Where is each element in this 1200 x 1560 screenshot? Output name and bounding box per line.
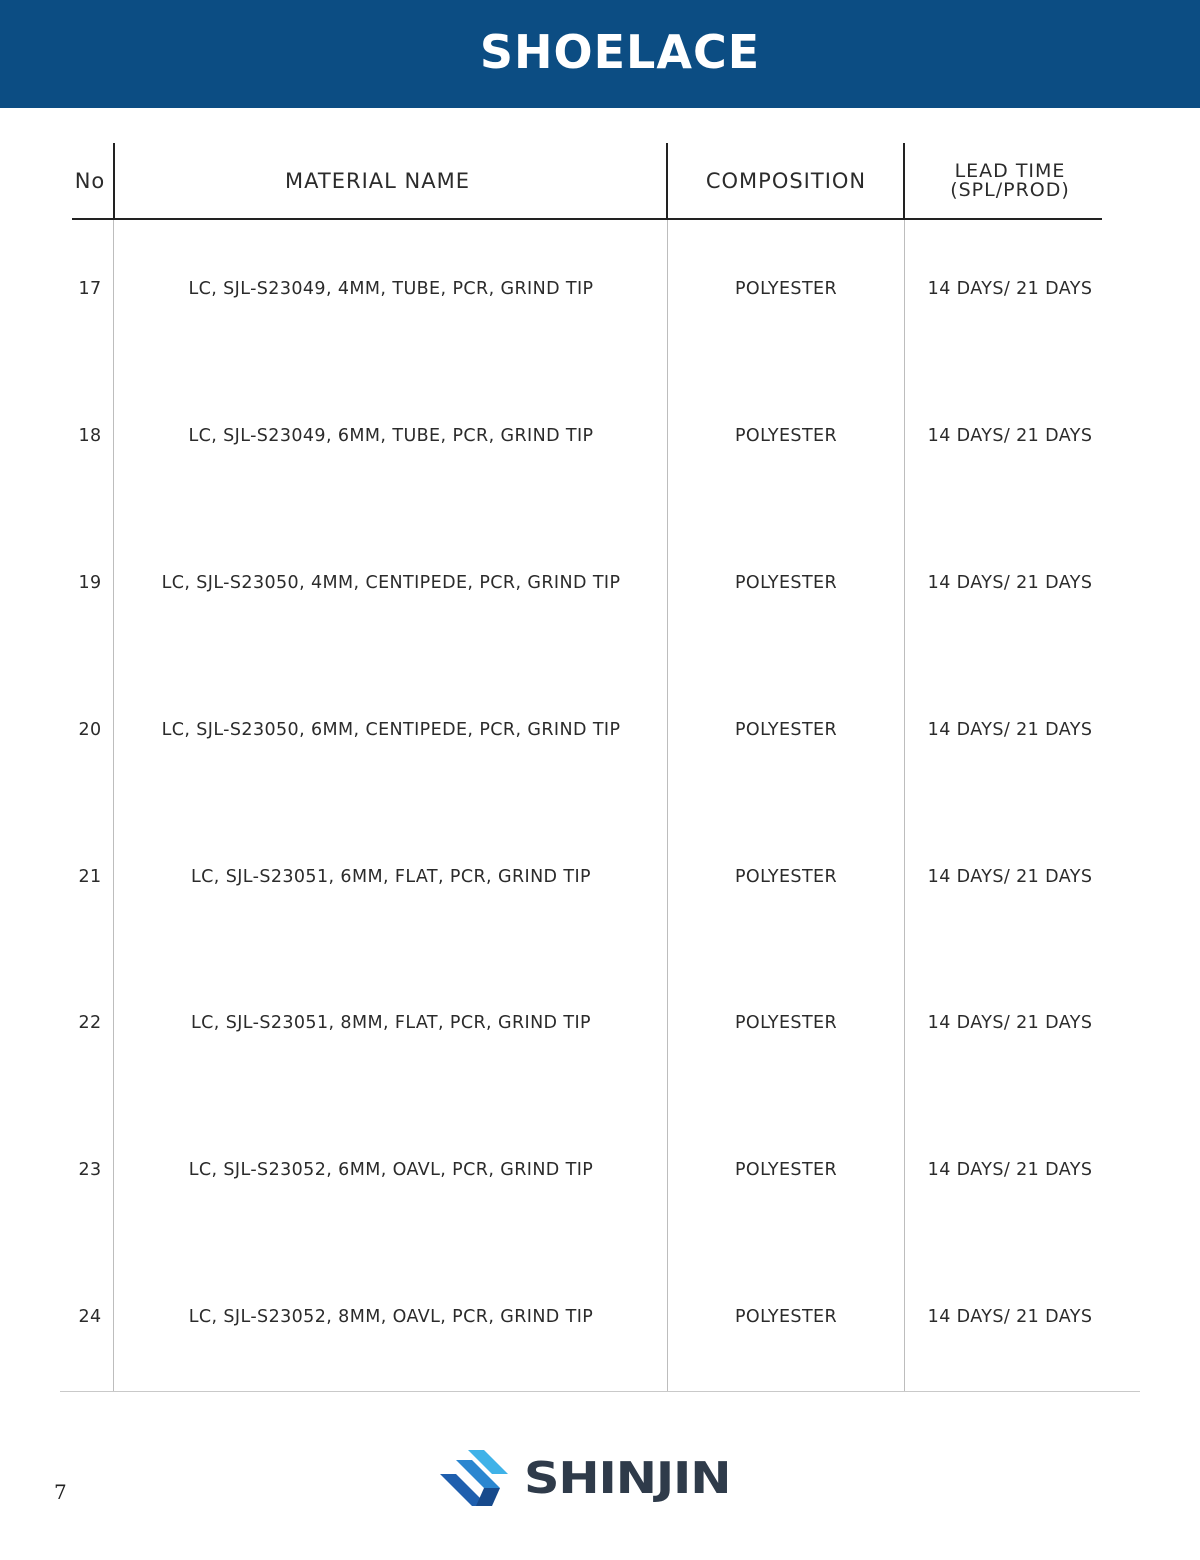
column-divider [113, 220, 114, 1392]
material-name: LC, SJL-S23049, 6MM, TUBE, PCR, GRIND TIP [188, 426, 594, 446]
material-name: LC, SJL-S23050, 4MM, CENTIPEDE, PCR, GRIND TIP [161, 573, 621, 593]
table-row [0, 857, 1200, 897]
shinjin-logo-icon [438, 1448, 518, 1510]
composition: POLYESTER [734, 573, 838, 593]
composition: POLYESTER [734, 1160, 838, 1180]
lead-time-sublabel: (SPL/PROD) [950, 178, 1070, 201]
material-name: LC, SJL-S23052, 8MM, OAVL, PCR, GRIND TIP [188, 1307, 594, 1327]
row-number: 20 [78, 720, 102, 740]
row-number: 22 [78, 1013, 102, 1033]
lead-time: 14 DAYS/ 21 DAYS [927, 573, 1093, 593]
lead-time: 14 DAYS/ 21 DAYS [927, 1160, 1093, 1180]
column-divider [904, 220, 905, 1392]
row-number: 18 [78, 426, 102, 446]
row-number: 17 [78, 279, 102, 299]
material-name: LC, SJL-S23052, 6MM, OAVL, PCR, GRIND TIP [188, 1160, 594, 1180]
table-row [0, 416, 1200, 456]
composition: POLYESTER [734, 426, 838, 446]
composition: POLYESTER [734, 1307, 838, 1327]
lead-time: 14 DAYS/ 21 DAYS [927, 1013, 1093, 1033]
table-row [0, 563, 1200, 603]
header-rule [72, 218, 1102, 220]
column-header-lead-time [905, 143, 1115, 218]
column-header-composition: COMPOSITION [705, 168, 867, 193]
logo-wordmark: SHINJIN [524, 1453, 731, 1504]
table-row [0, 710, 1200, 750]
lead-time: 14 DAYS/ 21 DAYS [927, 867, 1093, 887]
material-name: LC, SJL-S23051, 6MM, FLAT, PCR, GRIND TIP [191, 867, 591, 887]
composition: POLYESTER [734, 1013, 838, 1033]
row-number: 23 [78, 1160, 102, 1180]
composition: POLYESTER [734, 720, 838, 740]
table-row [0, 1297, 1200, 1337]
column-divider [667, 220, 668, 1392]
material-name: LC, SJL-S23050, 6MM, CENTIPEDE, PCR, GRIND TIP [161, 720, 621, 740]
composition: POLYESTER [734, 279, 838, 299]
column-divider [113, 143, 115, 220]
lead-time: 14 DAYS/ 21 DAYS [927, 720, 1093, 740]
page-title: SHOELACE [479, 25, 761, 79]
table-bottom-rule [60, 1391, 1140, 1392]
table-row [0, 1003, 1200, 1043]
lead-time: 14 DAYS/ 21 DAYS [927, 279, 1093, 299]
column-header-material-name: MATERIAL NAME [285, 168, 470, 193]
table-row [0, 269, 1200, 309]
company-logo [438, 1448, 748, 1510]
material-name: LC, SJL-S23049, 4MM, TUBE, PCR, GRIND TIP [188, 279, 594, 299]
lead-time-label: LEAD TIME [954, 159, 1066, 182]
row-number: 21 [78, 867, 102, 887]
row-number: 24 [78, 1307, 102, 1327]
table-row [0, 1150, 1200, 1190]
composition: POLYESTER [734, 867, 838, 887]
page-number: 7 [54, 1480, 67, 1504]
row-number: 19 [78, 573, 102, 593]
lead-time: 14 DAYS/ 21 DAYS [927, 1307, 1093, 1327]
column-divider [666, 143, 668, 220]
column-header-no: No [74, 168, 106, 193]
lead-time: 14 DAYS/ 21 DAYS [927, 426, 1093, 446]
column-divider [903, 143, 905, 220]
material-name: LC, SJL-S23051, 8MM, FLAT, PCR, GRIND TIP [191, 1013, 591, 1033]
